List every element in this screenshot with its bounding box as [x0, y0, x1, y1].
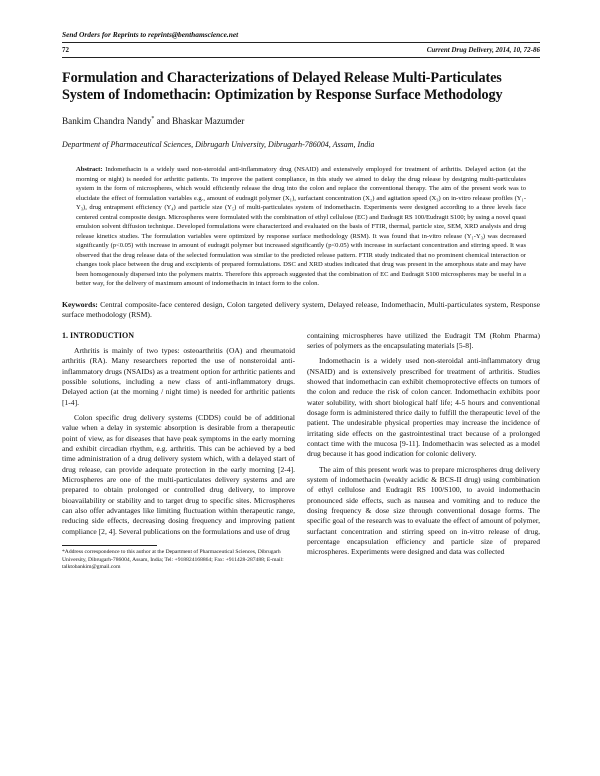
left-column — [62, 331, 295, 572]
corresponding-mark: * — [151, 116, 155, 122]
co-author: and Bhaskar Mazumder — [154, 116, 245, 127]
header-rule — [62, 42, 540, 43]
page-number: 72 — [62, 46, 69, 54]
header-rule-bottom — [62, 57, 540, 58]
abstract-text: Indomethacin is a widely used non-steroidal anti-inflammatory drug (NSAID) and extensively employed for treatment of arthritis. Delayed action (at the morning or night) is needed for arthritic patients. To improve the patient compliance, in this study we aimed to delay the drug release by designing multi-particulates system in the form of microspheres, which would efficiently release the drug into the colon and replace the conventional therapy. The aim of the present work was to elucidate the effect of formulation variables e.g., amount of eudragit polymer (X₁), surfactant concentration (X₂) and agitation speed (X₃) on in-vitro release profiles (Y₁-Y₃), drug entrapment efficiency (Y₄) and particle size (Y₅) of multi-particulates system of indomethacin. Experiments were designed according to a three levels face centered central composite design. Microspheres were formulated with the combination of ethyl cellulose (EC) and Eudragit RS 100/Eudragit S100; by using a novel quasi emulsion solvent diffusion technique. Developed formulations were characterized and evaluated on the basis of FTIR, thermal, particle size, SEM, XRD analysis and drug release kinetics studies. The formulation variables were optimized by response surface methodology (RSM). It was found that in-vitro release (Y₁-Y₃) was decreased significantly (p<0.05) with increase in amount of eudragit polymer but increased significantly (p<0.05) with increase in surfactant concentration and stirring speed. It was observed that the drug release data of the selected formulation was similar to the predicted release pattern. FTIR study indicated that no prominent chemical interaction or changes took place between the drug and excipients of prepared formulations. DSC and XRD studies indicated that drug was present in the amorphous state and may have been homogenously dispersed into the polymers matrix. Therefore this approach suggested that the combination of EC and Eudragit S100 microspheres may be useful in a better way, for the delivery of maximum amount of indomethacin in intact form to the colon. — [76, 166, 526, 288]
reprint-notice: Send Orders for Reprints to reprints@benthamscience.net — [62, 30, 239, 39]
article-title: Formulation and Characterizations of Delayed Release Multi-Particulates System of Indomethacin: Optimization by Response Surface Methodology — [62, 70, 503, 103]
journal-header — [62, 45, 540, 55]
paragraph: The aim of this present work was to prepare microspheres drug delivery system of indomethacin (weakly acidic & BCS-II drug) using combination of ethyl cellulose and Eudragit RS 100/S100, to avoid indomethacin pronounced side effects, such as nausea and vomiting and to reduce the dosing frequency & dose size through conventional dosage forms. The specific goal of the research was to evaluate the effect of amount of polymer, surfactant concentration and stirring speed on in-vitro release of drug, percentage encapsulation efficiency and particle size of prepared microspheres. Experiments were designed and data was collected — [307, 464, 540, 557]
author-list — [62, 113, 540, 127]
body-columns — [62, 331, 540, 572]
first-author: Bankim Chandra Nandy — [62, 116, 152, 127]
section-heading: 1. INTRODUCTION — [62, 330, 135, 340]
keywords-label: Keywords: — [62, 299, 98, 309]
affiliation: Department of Pharmaceutical Sciences, Dibrugarh University, Dibrugarh-786004, Assam, India — [62, 140, 375, 150]
journal-reference: Current Drug Delivery, 2014, 10, 72-86 — [426, 46, 540, 54]
abstract-label: Abstract: — [76, 166, 103, 174]
keywords — [62, 300, 540, 321]
footnote-rule — [62, 545, 157, 546]
paragraph: Arthritis is mainly of two types: osteoarthritis (OA) and rheumatoid arthritis (RA). Many researchers reported the use of nonsteroidal anti-inflammatory drugs (NSAIDs) as a treatment option for arthritic patients and possible solutions, including a new class of anti-inflammatory drugs. Delayed action (at the morning / night time) is needed for arthritic patients [1-4]. — [62, 345, 295, 407]
paragraph: Indomethacin is a widely used non-steroidal anti-inflammatory drug (NSAID) and is extensively prescribed for treatment of arthritis. Studies showed that indomethacin can exhibit chemoprotective effects on tumors of the colon and reduce the risk of colon cancer. Indomethacin exhibits poor water solubility, with short biological half life; 4-5 hours and conventional dosage form is administered thrice daily to fulfill the therapeutic level of the patient. The undesirable physical properties may increase the incidence of irritating side effects on the gastrointestinal tract because of a prolonged contact time with the mucosa [9-11]. Indomethacin was selected as a model drug because it has good indication for colonic delivery. — [307, 356, 540, 459]
abstract — [76, 165, 526, 289]
paper-page — [62, 30, 540, 571]
paragraph: Colon specific drug delivery systems (CDDS) could be of additional value when a delay in systemic absorption is desirable from a therapeutic point of view, as for diseases that have peak symptoms in the early morning and exhibit circadian rhythm, e.g. arthritis. This can be achieved by a bed time administration of a drug delivery system which, with a delayed start of drug release, can provide adequate protection in the early morning [2-4]. Microspheres are one of the multi-particulates delivery systems and are prepared to obtain prolonged or controlled drug delivery, to improve bioavailability or stability and to target drug to specific sites. Microspheres can also offer advantages like limiting fluctuation within therapeutic range, reducing side effects, decreasing dosing frequency and improving patient compliance [2, 4]. Several publications on the formulations and use of drug — [62, 412, 295, 536]
paragraph: containing microspheres have utilized the Eudragit TM (Rohm Pharma) series of polymers as the encapsulating materials [5-8]. — [307, 330, 540, 350]
right-column — [307, 331, 540, 572]
correspondence-footnote: *Address correspondence to this author at the Department of Pharmaceutical Sciences, Dibrugarh University, Dibrugarh-786004, Assam, India; Tel: +918824168864; Fax: +911428-287488; E-mail: talktobankim@gmail.com — [62, 549, 284, 570]
keywords-text: Central composite-face centered design, Colon targeted delivery system, Delayed release, Indomethacin, Multi-particulates system, Response surface methodology (RSM). — [62, 299, 541, 320]
